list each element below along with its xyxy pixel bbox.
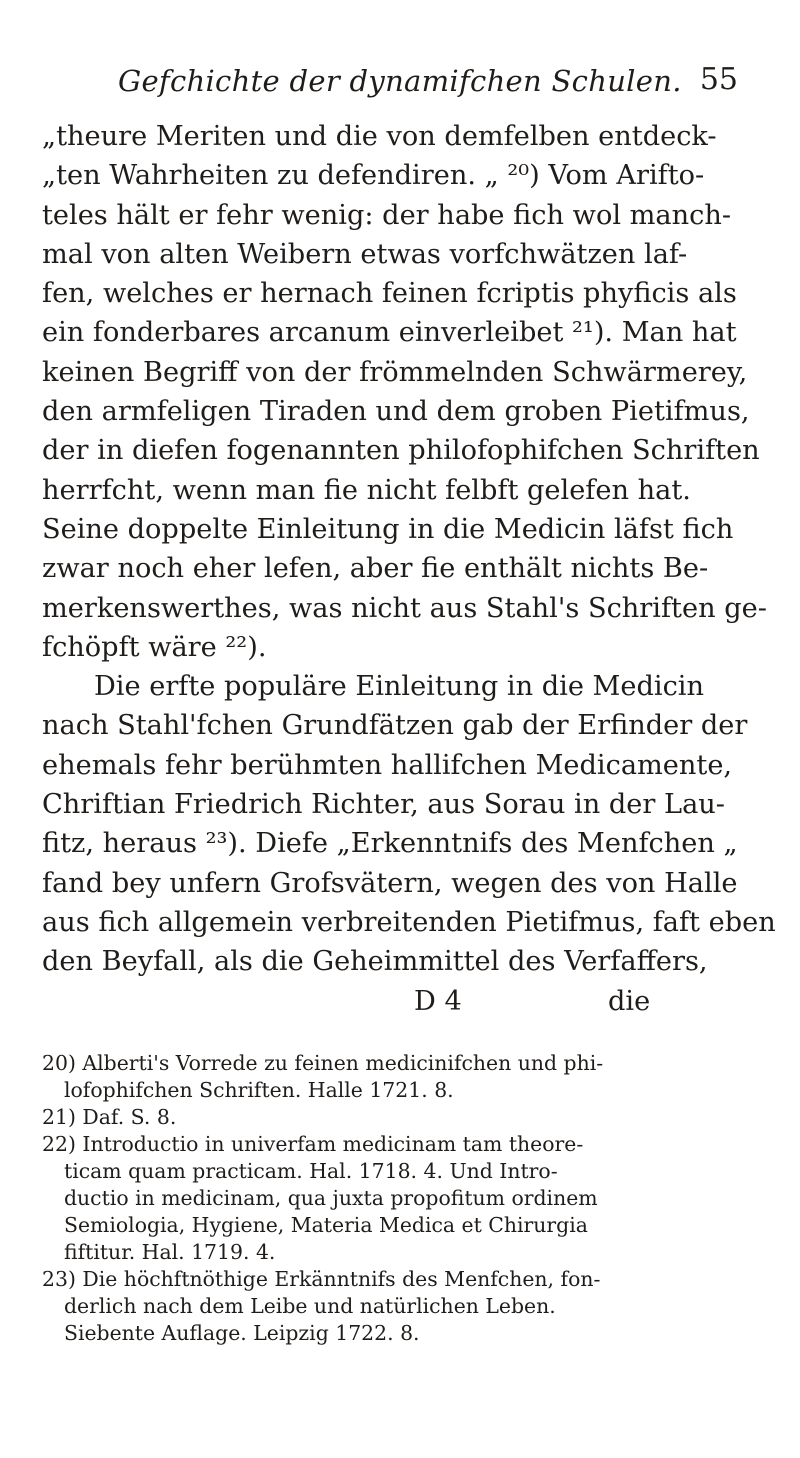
text-line: Chriftian Friedrich Richter, aus Sorau in der Lau- bbox=[42, 789, 725, 821]
text-line: herrfcht, wenn man fie nicht felbft gelefen hat. bbox=[42, 474, 691, 506]
running-head bbox=[118, 64, 738, 104]
text-line: Seine doppelte Einleitung in die Medicin läfst fich bbox=[42, 513, 734, 545]
footnote-20 bbox=[42, 1050, 752, 1104]
footnote-22 bbox=[42, 1131, 752, 1266]
text-line: fand bey unfern Grofsvätern, wegen des von Halle bbox=[42, 867, 738, 899]
footnote-21 bbox=[42, 1104, 752, 1131]
footnote-text: Introductio in univerfam medicinam tam theore- bbox=[82, 1132, 584, 1156]
text-line: „ten Wahrheiten zu defendiren. „ ²⁰) Vom Arifto- bbox=[42, 160, 705, 192]
footnote-text: ticam quam practicam. Hal. 1718. 4. Und Intro- bbox=[64, 1159, 558, 1183]
footnote-text: Alberti's Vorrede zu feinen medicinifchen und phi- bbox=[82, 1051, 604, 1075]
footnote-number: 22) bbox=[42, 1132, 76, 1156]
footnotes bbox=[42, 1050, 752, 1347]
text-line: fchöpft wäre ²²). bbox=[42, 631, 267, 663]
text-line: den Beyfall, als die Geheimmittel des Verfaffers, bbox=[42, 946, 708, 978]
footnote-text: Semiologia, Hygiene, Materia Medica et Chirurgia bbox=[64, 1213, 588, 1237]
page-number: 55 bbox=[699, 62, 738, 97]
text-line: der in diefen fogenannten philofophifchen Schriften bbox=[42, 435, 760, 467]
footnote-number: 20) bbox=[42, 1051, 76, 1075]
text-line: mal von alten Weibern etwas vorfchwätzen laf- bbox=[42, 238, 688, 270]
text-line: merkenswerthes, was nicht aus Stahl's Schriften ge- bbox=[42, 592, 767, 624]
catchword: die bbox=[608, 985, 651, 1017]
text-line: teles hält er fehr wenig: der habe fich wol manch- bbox=[42, 199, 732, 231]
text-line: fen, welches er hernach feinen fcriptis phyficis als bbox=[42, 278, 737, 310]
footnote-text: Daf. S. 8. bbox=[82, 1105, 177, 1129]
footnote-text: Siebente Auflage. Leipzig 1722. 8. bbox=[64, 1321, 420, 1345]
footnote-text: fiftitur. Hal. 1719. 4. bbox=[64, 1240, 276, 1264]
footnote-text: lofophifchen Schriften. Halle 1721. 8. bbox=[64, 1078, 454, 1102]
text-line: keinen Begriff von der frömmelnden Schwärmerey, bbox=[42, 356, 748, 388]
paragraph-start-line: Die erfte populäre Einleitung in die Medicin bbox=[94, 671, 705, 703]
text-line: nach Stahl'fchen Grundfätzen gab der Erfinder der bbox=[42, 710, 748, 742]
footnote-text: derlich nach dem Leibe und natürlichen Leben. bbox=[64, 1294, 556, 1318]
footnote-number: 23) bbox=[42, 1267, 76, 1291]
footnote-text: ductio in medicinam, qua juxta propofitum ordinem bbox=[64, 1186, 598, 1210]
running-title: Gefchichte der dynamifchen Schulen. bbox=[118, 64, 682, 98]
footnote-text: Die höchftnöthige Erkänntnifs des Menfchen, fon- bbox=[82, 1267, 601, 1291]
signature-mark: D 4 bbox=[414, 985, 462, 1017]
body-text bbox=[42, 117, 776, 1021]
text-line: zwar noch eher lefen, aber fie enthält nichts Be- bbox=[42, 553, 709, 585]
text-line: den armfeligen Tiraden und dem groben Pietifmus, bbox=[42, 396, 750, 428]
footnote-23 bbox=[42, 1266, 752, 1347]
signature-line bbox=[42, 982, 748, 1021]
text-line: ehemals fehr berühmten hallifchen Medicamente, bbox=[42, 749, 733, 781]
text-line: aus fich allgemein verbreitenden Pietifmus, faft eben bbox=[42, 906, 776, 938]
text-line: „theure Meriten und die von demfelben entdeck- bbox=[42, 121, 717, 152]
footnote-number: 21) bbox=[42, 1105, 76, 1129]
text-line: fitz, heraus ²³). Diefe „Erkenntnifs des Menfchen „ bbox=[42, 828, 738, 860]
text-line: ein fonderbares arcanum einverleibet ²¹). Man hat bbox=[42, 317, 737, 349]
